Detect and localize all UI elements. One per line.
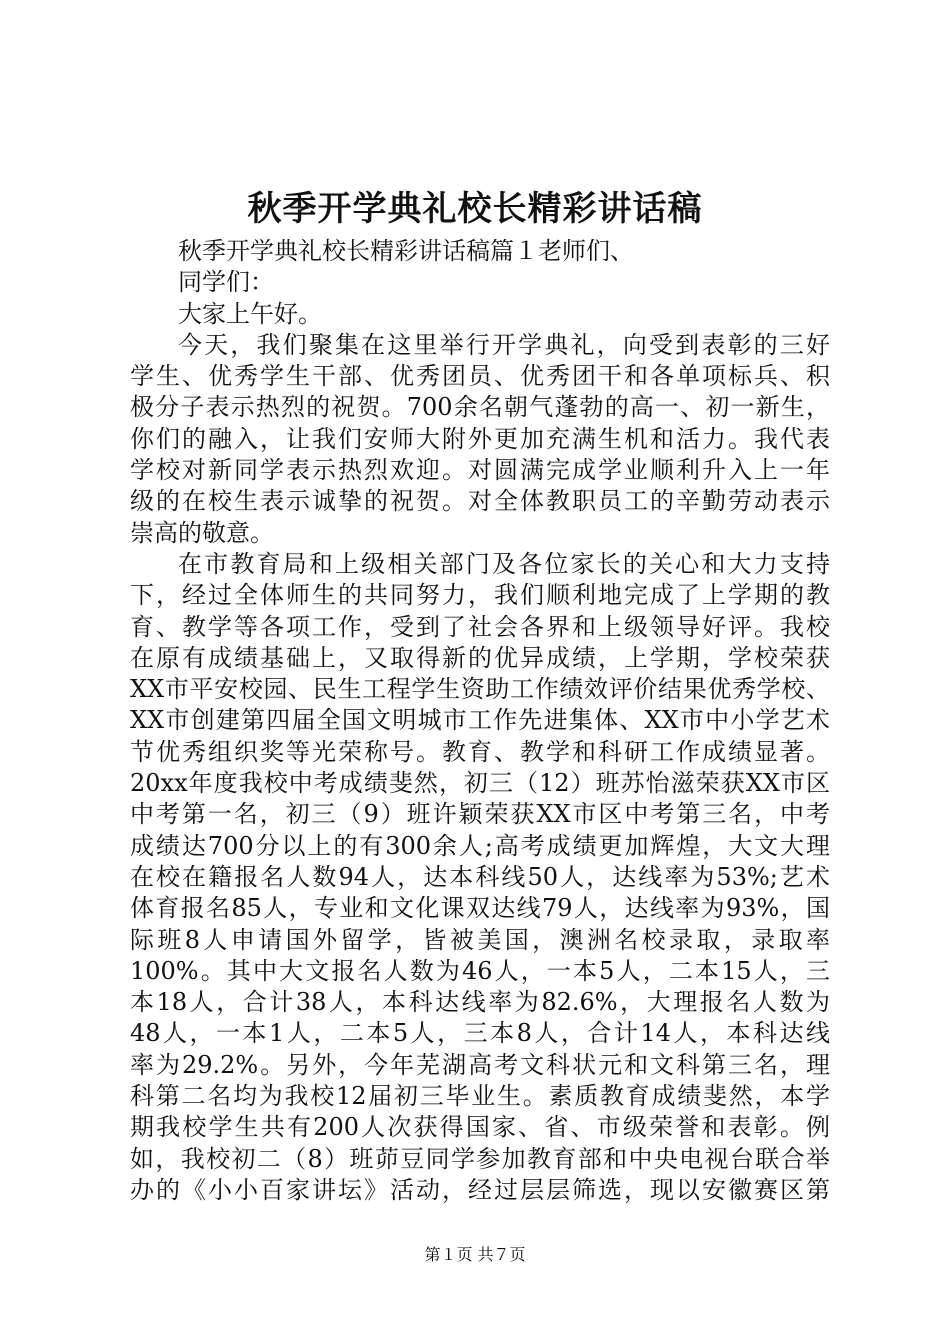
text-line: 在原有成绩基础上，又取得新的优异成绩，上学期，学校荣获: [130, 643, 830, 672]
text-line: 体育报名85人，专业和文化课双达线79人，达线率为93%，国: [130, 894, 830, 923]
text-line: 本18人，合计38人，本科达线率为82.6%，大理报名人数为: [130, 988, 830, 1017]
text-line: 今天，我们聚集在这里举行开学典礼，向受到表彰的三好: [178, 330, 830, 359]
text-line: 100%。其中大文报名人数为46人，一本5人，二本15人，三: [130, 956, 830, 985]
text-line: 中考第一名，初三（9）班许颖荣获XX市区中考第三名，中考: [130, 800, 830, 829]
text-line: 率为29.2%。另外，今年芜湖高考文科状元和文科第三名，理: [130, 1050, 830, 1079]
text-line: 在市教育局和上级相关部门及各位家长的关心和大力支持: [178, 549, 830, 578]
text-line: 同学们：: [178, 268, 274, 297]
text-line: 48人，一本1人，二本5人，三本8人，合计14人，本科达线: [130, 1019, 830, 1048]
text-line: 期我校学生共有200人次获得国家、省、市级荣誉和表彰。例: [130, 1113, 830, 1142]
text-line: 在校在籍报名人数94人，达本科线50人，达线率为53%;艺术: [130, 862, 830, 891]
text-line: 大家上午好。: [178, 299, 322, 328]
text-line: 成绩达700分以上的有300余人;高考成绩更加辉煌，大文大理: [130, 831, 830, 860]
text-line: 学生、优秀学生干部、优秀团员、优秀团干和各单项标兵、积: [130, 362, 830, 391]
page-footer: 第１页 共７页: [424, 1245, 526, 1264]
text-line: 级的在校生表示诚挚的祝贺。对全体教职员工的辛勤劳动表示: [130, 487, 830, 516]
text-line: 办的《小小百家讲坛》活动，经过层层筛选，现以安徽赛区第: [130, 1175, 830, 1204]
text-line: 育、教学等各项工作，受到了社会各界和上级领导好评。我校: [130, 612, 830, 641]
document-title: 秋季开学典礼校长精彩讲话稿: [247, 189, 703, 229]
text-line: 崇高的敬意。: [130, 518, 274, 547]
text-line: 科第二名均为我校12届初三毕业生。素质教育成绩斐然，本学: [130, 1082, 830, 1111]
text-line: 极分子表示热烈的祝贺。700余名朝气蓬勃的高一、初一新生，: [130, 393, 830, 422]
text-line: 际班8人申请国外留学，皆被美国，澳洲名校录取，录取率: [130, 925, 830, 954]
text-line: 如，我校初二（8）班茆豆同学参加教育部和中央电视台联合举: [130, 1144, 830, 1173]
text-line: XX市创建第四届全国文明城市工作先进集体、XX市中小学艺术: [130, 706, 830, 735]
text-line: XX市平安校园、民生工程学生资助工作绩效评价结果优秀学校、: [130, 675, 830, 704]
text-line: 你们的融入，让我们安师大附外更加充满生机和活力。我代表: [130, 424, 830, 453]
document-body: [130, 236, 830, 1206]
text-line: 20xx年度我校中考成绩斐然，初三（12）班苏怡滋荣获XX市区: [130, 769, 830, 798]
text-line: 下，经过全体师生的共同努力，我们顺利地完成了上学期的教: [130, 581, 830, 610]
text-line: 学校对新同学表示热烈欢迎。对圆满完成学业顺利升入上一年: [130, 456, 830, 485]
text-line: 秋季开学典礼校长精彩讲话稿篇１老师们、: [178, 237, 634, 265]
text-line: 节优秀组织奖等光荣称号。教育、教学和科研工作成绩显著。: [130, 737, 830, 766]
